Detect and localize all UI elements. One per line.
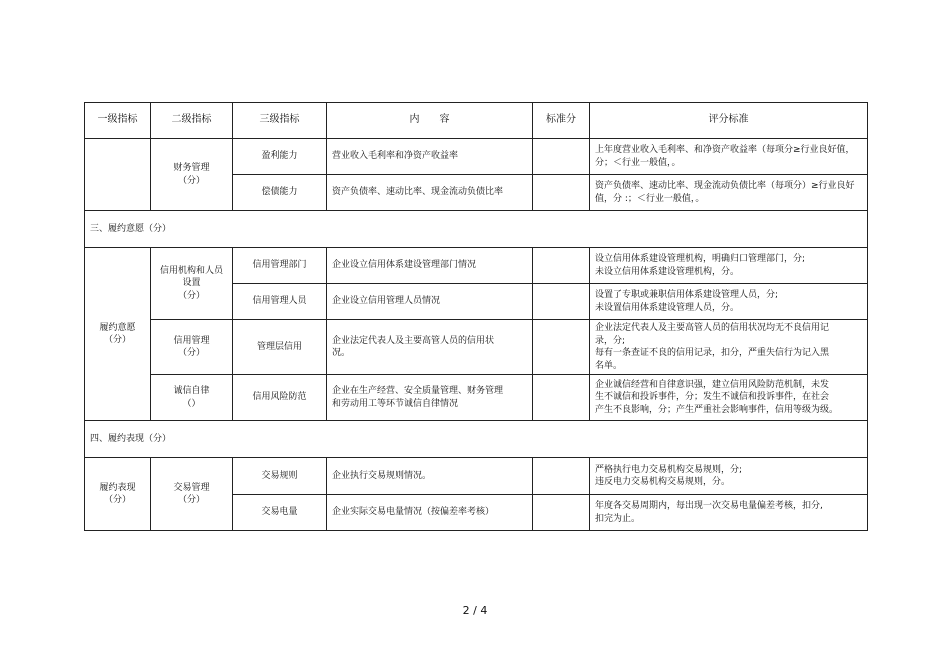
criteria-cell: 企业诚信经营和自律意识强，建立信用风险防范机制，未发 生不诚信和投诉事件，分；发生不诚信和投诉事件，在社会 产生不良影响，分；产生严重社会影响事件，信用等级为级。 — [590, 375, 868, 421]
score-cell — [533, 248, 590, 284]
level2-cell: 诚信自律 （） — [151, 375, 233, 421]
level3-cell: 信用管理人员 — [233, 284, 327, 320]
header-content: 内 容 — [327, 103, 533, 139]
score-cell — [533, 495, 590, 531]
page-number: 2 / 4 — [462, 604, 488, 617]
content-cell: 企业实际交易电量情况（按偏差率考核） — [327, 495, 533, 531]
score-cell — [533, 458, 590, 495]
header-level1: 一级指标 — [85, 103, 151, 139]
table-row — [85, 458, 868, 495]
content-cell: 企业法定代表人及主要高管人员的信用状 况。 — [327, 320, 533, 375]
score-cell — [533, 320, 590, 375]
table-header-row — [85, 103, 868, 139]
level2-cell: 信用管理 （分） — [151, 320, 233, 375]
level3-cell: 管理层信用 — [233, 320, 327, 375]
table-row — [85, 320, 868, 375]
score-cell — [533, 284, 590, 320]
content-cell: 企业在生产经营、安全质量管理、财务管理 和劳动用工等环节诚信自律情况 — [327, 375, 533, 421]
section-title: 四、履约表现（分） — [85, 421, 868, 458]
table-row — [85, 375, 868, 421]
score-cell — [533, 175, 590, 211]
section-row — [85, 421, 868, 458]
score-cell — [533, 139, 590, 175]
criteria-cell: 设立信用体系建设管理机构，明确归口管理部门，分; 未设立信用体系建设管理机构，分。 — [590, 248, 868, 284]
level3-cell: 偿债能力 — [233, 175, 327, 211]
finance-level2-cell: 财务管理 （分） — [151, 139, 233, 211]
criteria-cell: 年度各交易周期内，每出现一次交易电量偏差考核，扣分, 扣完为止。 — [590, 495, 868, 531]
willingness-level1-cell: 履约意愿 （分） — [85, 248, 151, 421]
evaluation-table — [84, 102, 868, 531]
header-criteria: 评分标准 — [590, 103, 868, 139]
criteria-cell: 设置了专职或兼职信用体系建设管理人员，分; 未设置信用体系建设管理人员，分。 — [590, 284, 868, 320]
level2-cell: 信用机构和人员 设置 （分） — [151, 248, 233, 320]
criteria-cell: 资产负债率、速动比率、现金流动负债比率（每项分）≥行业良好值，分 :；＜行业一般值，。 — [590, 175, 868, 211]
level3-cell: 交易规则 — [233, 458, 327, 495]
content-cell: 营业收入毛利率和净资产收益率 — [327, 139, 533, 175]
level3-cell: 盈利能力 — [233, 139, 327, 175]
header-score: 标准分 — [533, 103, 590, 139]
header-level3: 三级指标 — [233, 103, 327, 139]
level3-cell: 信用风险防范 — [233, 375, 327, 421]
table-row — [85, 139, 868, 175]
section-title: 三、履约意愿（分） — [85, 211, 868, 248]
finance-level1-cell — [85, 139, 151, 211]
content-cell: 企业设立信用管理人员情况 — [327, 284, 533, 320]
content-cell: 资产负债率、速动比率、现金流动负债比率 — [327, 175, 533, 211]
level3-cell: 信用管理部门 — [233, 248, 327, 284]
criteria-cell: 企业法定代表人及主要高管人员的信用状况均无不良信用记 录，分; 每有一条查证不良的信用记录，扣分，严重失信行为记入黑 名单。 — [590, 320, 868, 375]
section-row — [85, 211, 868, 248]
criteria-cell: 上年度营业收入毛利率、和净资产收益率（每项分≥行业良好值，分；＜行业一般值，。 — [590, 139, 868, 175]
content-cell: 企业设立信用体系建设管理部门情况 — [327, 248, 533, 284]
content-cell: 企业执行交易规则情况。 — [327, 458, 533, 495]
header-level2: 二级指标 — [151, 103, 233, 139]
table-row — [85, 248, 868, 284]
score-cell — [533, 375, 590, 421]
level3-cell: 交易电量 — [233, 495, 327, 531]
performance-level1-cell: 履约表现 （分） — [85, 458, 151, 531]
level2-cell: 交易管理 （分） — [151, 458, 233, 531]
criteria-cell: 严格执行电力交易机构交易规则，分; 违反电力交易机构交易规则，分。 — [590, 458, 868, 495]
